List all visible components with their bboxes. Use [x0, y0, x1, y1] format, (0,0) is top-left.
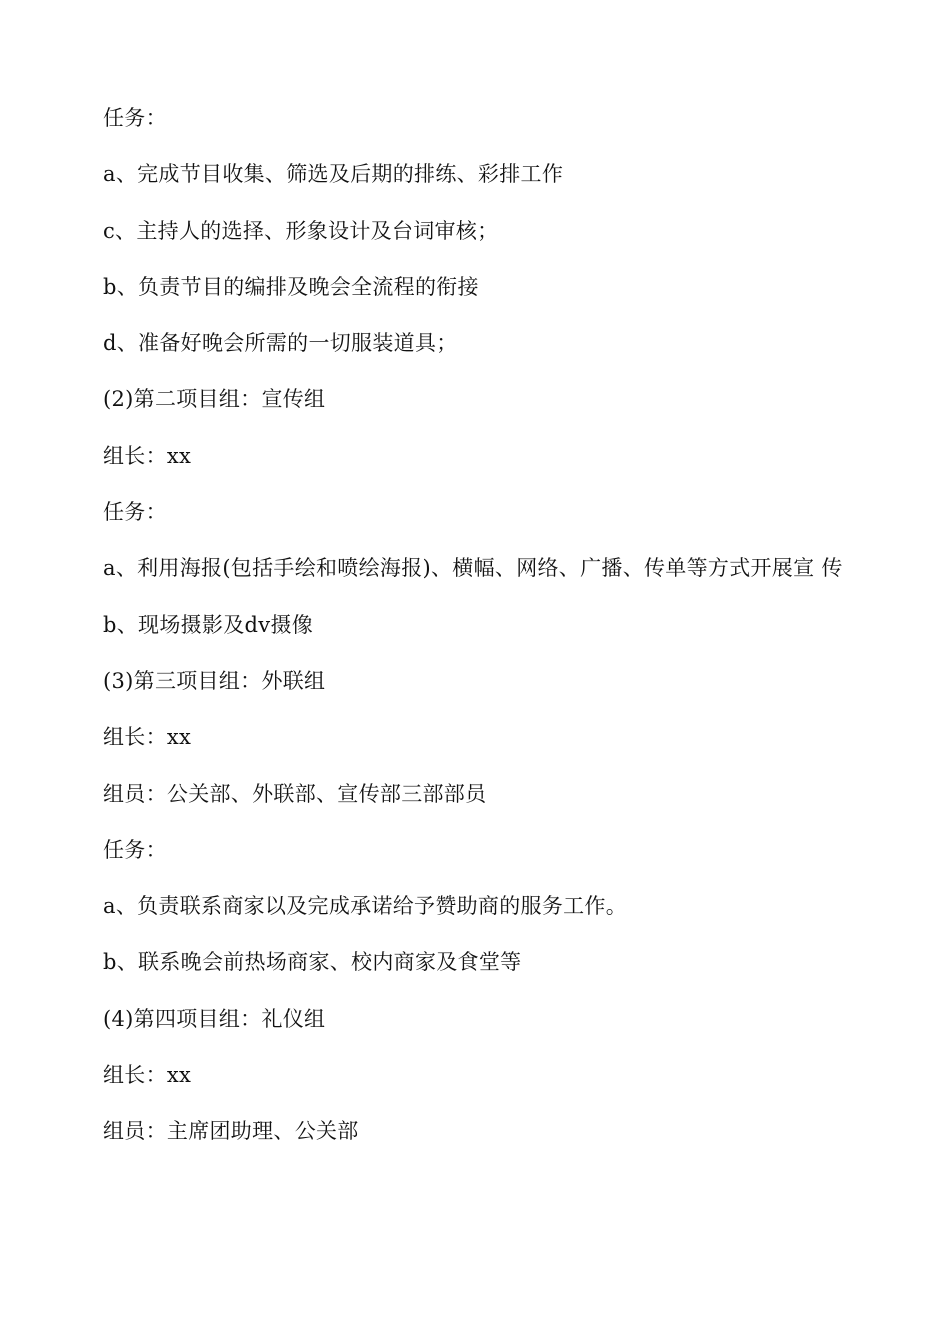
document-body — [103, 100, 903, 1170]
list-item: c、主持人的选择、形象设计及台词审核； — [103, 218, 499, 243]
list-item: a、负责联系商家以及完成承诺给予赞助商的服务工作。 — [103, 894, 628, 919]
members-line: 组员：公关部、外联部、宣传部三部部员 — [103, 781, 487, 806]
task-heading: 任务： — [103, 837, 167, 862]
leader-line: 组长：xx — [103, 725, 192, 750]
leader-line: 组长：xx — [103, 1063, 192, 1088]
list-item: b、联系晚会前热场商家、校内商家及食堂等 — [103, 950, 522, 975]
list-item: a、利用海报(包括手绘和喷绘海报)、横幅、网络、广播、传单等方式开展宣 传 — [103, 556, 843, 581]
list-item: a、完成节目收集、筛选及后期的排练、彩排工作 — [103, 162, 564, 187]
section-heading: (2)第二项目组：宣传组 — [103, 387, 326, 412]
task-heading: 任务： — [103, 106, 167, 130]
task-heading: 任务： — [103, 500, 167, 525]
list-item: d、准备好晚会所需的一切服装道具； — [103, 331, 458, 356]
section-heading: (3)第三项目组：外联组 — [103, 668, 326, 693]
members-line: 组员：主席团助理、公关部 — [103, 1119, 359, 1144]
section-heading: (4)第四项目组：礼仪组 — [103, 1006, 326, 1031]
list-item: b、现场摄影及dv摄像 — [103, 612, 314, 637]
leader-line: 组长：xx — [103, 443, 192, 468]
list-item: b、负责节目的编排及晚会全流程的衔接 — [103, 274, 479, 299]
